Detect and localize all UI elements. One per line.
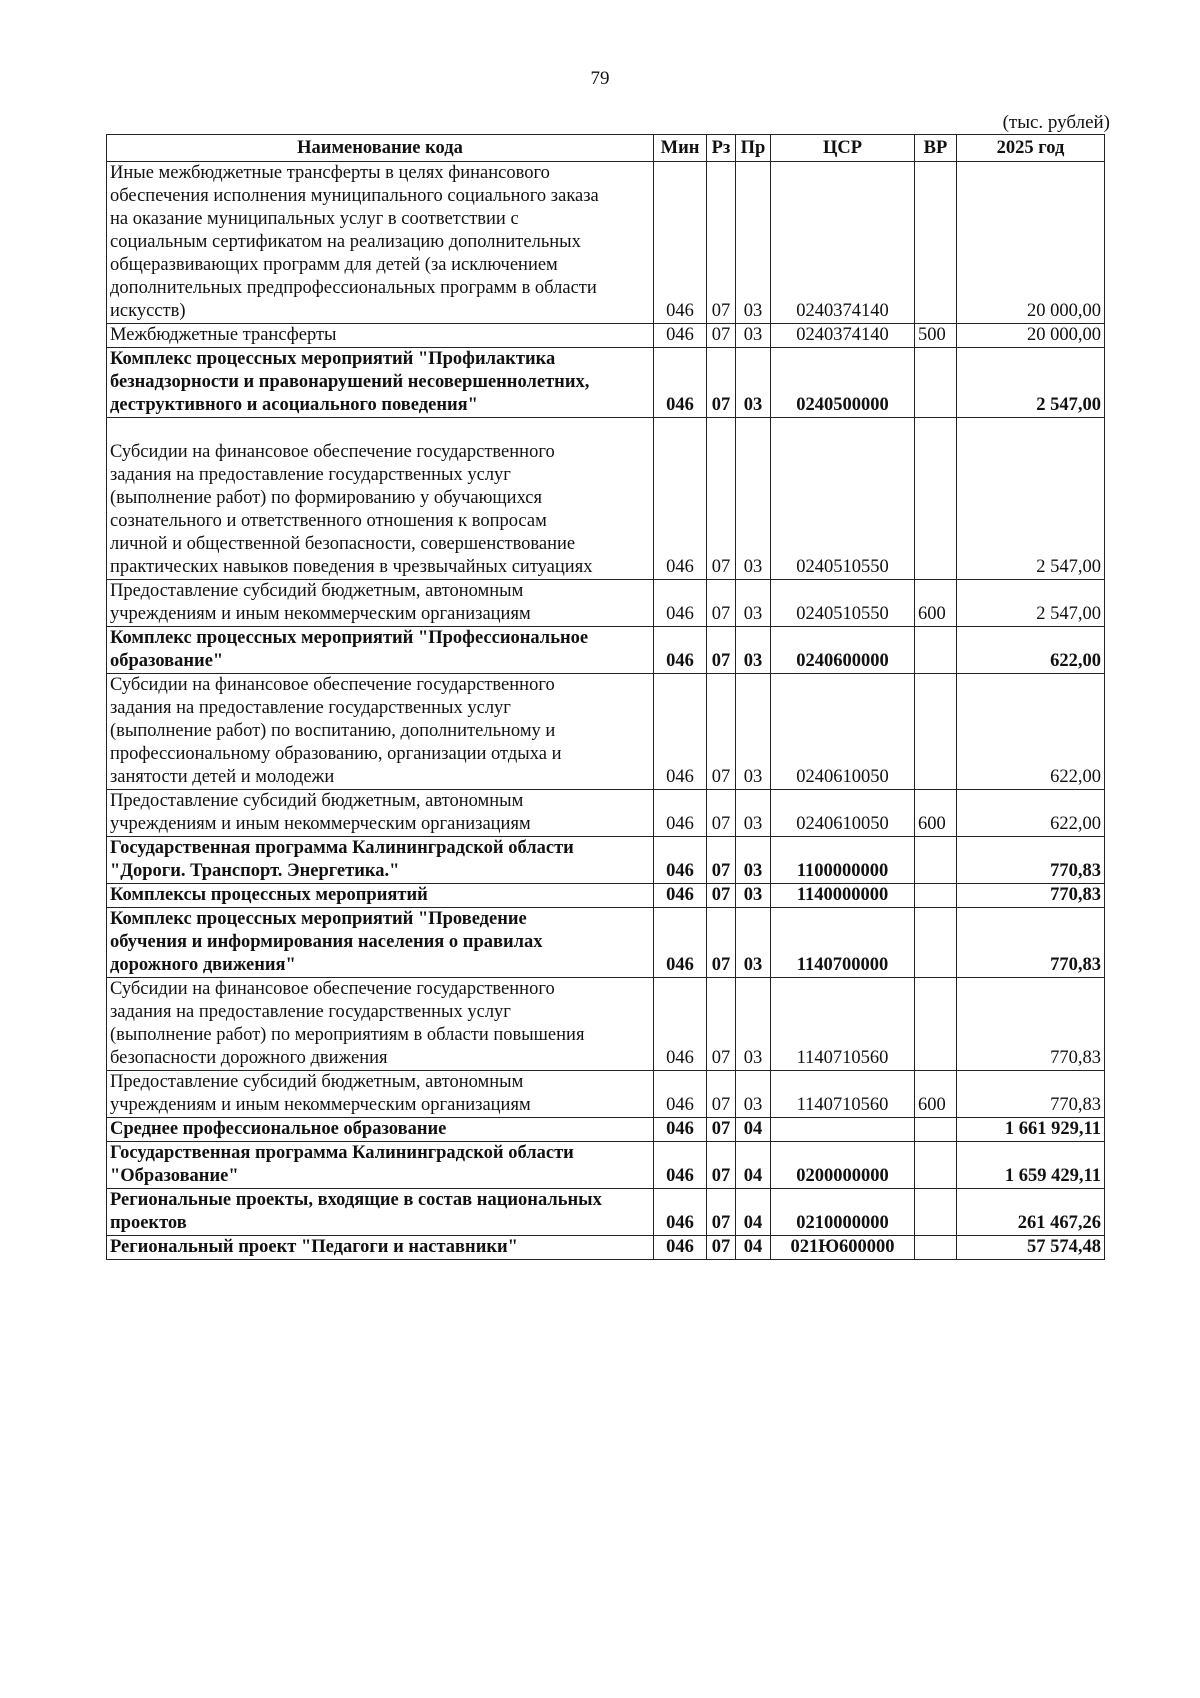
cell-pr: 03 xyxy=(736,627,771,674)
cell-csr: 0240510550 xyxy=(771,418,915,580)
cell-rz: 07 xyxy=(707,790,736,837)
cell-amount: 1 659 429,11 xyxy=(957,1142,1105,1189)
cell-min: 046 xyxy=(654,1236,707,1260)
cell-amount: 1 661 929,11 xyxy=(957,1118,1105,1142)
table-header-row xyxy=(107,135,1105,162)
table-row xyxy=(107,348,1105,418)
table-row xyxy=(107,790,1105,837)
cell-amount: 622,00 xyxy=(957,674,1105,790)
cell-rz: 07 xyxy=(707,908,736,978)
cell-min: 046 xyxy=(654,627,707,674)
cell-pr: 03 xyxy=(736,790,771,837)
header-year: 2025 год xyxy=(957,135,1105,162)
cell-rz: 07 xyxy=(707,1189,736,1236)
cell-min: 046 xyxy=(654,418,707,580)
table-row xyxy=(107,162,1105,324)
cell-amount: 20 000,00 xyxy=(957,162,1105,324)
table-row xyxy=(107,1236,1105,1260)
cell-vr: 600 xyxy=(915,790,957,837)
cell-min: 046 xyxy=(654,790,707,837)
cell-csr: 0200000000 xyxy=(771,1142,915,1189)
table-row xyxy=(107,884,1105,908)
cell-min: 046 xyxy=(654,348,707,418)
cell-min: 046 xyxy=(654,884,707,908)
table-row xyxy=(107,908,1105,978)
cell-pr: 04 xyxy=(736,1118,771,1142)
cell-vr xyxy=(915,978,957,1071)
cell-min: 046 xyxy=(654,837,707,884)
header-name: Наименование кода xyxy=(107,135,654,162)
cell-name: Комплекс процессных мероприятий "Профессиональное образование" xyxy=(107,627,654,674)
cell-name: Субсидии на финансовое обеспечение государственного задания на предоставление государственных услуг (выполнение работ) по мероприятиям в области повышения безопасности дорожного движения xyxy=(107,978,654,1071)
cell-amount: 770,83 xyxy=(957,908,1105,978)
cell-amount: 622,00 xyxy=(957,627,1105,674)
cell-amount: 57 574,48 xyxy=(957,1236,1105,1260)
cell-vr xyxy=(915,1142,957,1189)
cell-name: Государственная программа Калининградской области "Образование" xyxy=(107,1142,654,1189)
cell-min: 046 xyxy=(654,580,707,627)
cell-min: 046 xyxy=(654,1189,707,1236)
cell-pr: 03 xyxy=(736,674,771,790)
cell-name: Предоставление субсидий бюджетным, автономным учреждениям и иным некоммерческим организациям xyxy=(107,1071,654,1118)
cell-pr: 04 xyxy=(736,1236,771,1260)
cell-pr: 03 xyxy=(736,837,771,884)
cell-min: 046 xyxy=(654,674,707,790)
cell-rz: 07 xyxy=(707,674,736,790)
cell-csr: 0240600000 xyxy=(771,627,915,674)
cell-amount: 770,83 xyxy=(957,978,1105,1071)
cell-name: Предоставление субсидий бюджетным, автономным учреждениям и иным некоммерческим организациям xyxy=(107,580,654,627)
table-row xyxy=(107,978,1105,1071)
cell-name: Региональный проект "Педагоги и наставники" xyxy=(107,1236,654,1260)
cell-pr: 03 xyxy=(736,580,771,627)
cell-csr: 021Ю600000 xyxy=(771,1236,915,1260)
cell-csr: 0210000000 xyxy=(771,1189,915,1236)
header-rz: Рз xyxy=(707,135,736,162)
table-row xyxy=(107,1189,1105,1236)
cell-vr xyxy=(915,1118,957,1142)
cell-min: 046 xyxy=(654,1118,707,1142)
cell-rz: 07 xyxy=(707,162,736,324)
cell-rz: 07 xyxy=(707,580,736,627)
table-row xyxy=(107,1118,1105,1142)
cell-csr: 0240510550 xyxy=(771,580,915,627)
cell-min: 046 xyxy=(654,162,707,324)
cell-vr: 500 xyxy=(915,324,957,348)
table-row xyxy=(107,627,1105,674)
cell-vr xyxy=(915,1189,957,1236)
cell-amount: 20 000,00 xyxy=(957,324,1105,348)
cell-vr xyxy=(915,908,957,978)
cell-amount: 622,00 xyxy=(957,790,1105,837)
cell-name: Комплекс процессных мероприятий "Проведение обучения и информирования населения о правилах дорожного движения" xyxy=(107,908,654,978)
cell-name: Региональные проекты, входящие в состав национальных проектов xyxy=(107,1189,654,1236)
cell-min: 046 xyxy=(654,1142,707,1189)
table-row xyxy=(107,837,1105,884)
cell-amount: 770,83 xyxy=(957,837,1105,884)
cell-csr: 0240500000 xyxy=(771,348,915,418)
cell-rz: 07 xyxy=(707,837,736,884)
cell-vr xyxy=(915,162,957,324)
cell-rz: 07 xyxy=(707,1071,736,1118)
cell-csr: 0240610050 xyxy=(771,674,915,790)
cell-csr: 1100000000 xyxy=(771,837,915,884)
table-body xyxy=(107,162,1105,1260)
cell-name: Субсидии на финансовое обеспечение государственного задания на предоставление государственных услуг (выполнение работ) по формированию у обучающихся сознательного и ответственного отношения к вопросам личной и общественной безопасности, совершенствование практических навыков поведения в чрезвычайных ситуациях xyxy=(107,418,654,580)
cell-vr xyxy=(915,1236,957,1260)
table-row xyxy=(107,418,1105,580)
cell-vr xyxy=(915,348,957,418)
cell-min: 046 xyxy=(654,1071,707,1118)
cell-amount: 770,83 xyxy=(957,884,1105,908)
cell-vr xyxy=(915,837,957,884)
cell-min: 046 xyxy=(654,978,707,1071)
table-row xyxy=(107,1071,1105,1118)
cell-pr: 03 xyxy=(736,418,771,580)
cell-name: Государственная программа Калининградской области "Дороги. Транспорт. Энергетика." xyxy=(107,837,654,884)
cell-amount: 770,83 xyxy=(957,1071,1105,1118)
cell-vr: 600 xyxy=(915,580,957,627)
cell-rz: 07 xyxy=(707,324,736,348)
cell-csr: 0240374140 xyxy=(771,162,915,324)
cell-csr: 1140710560 xyxy=(771,1071,915,1118)
cell-csr: 0240374140 xyxy=(771,324,915,348)
budget-table xyxy=(106,134,1105,1260)
header-csr: ЦСР xyxy=(771,135,915,162)
cell-name: Комплекс процессных мероприятий "Профилактика безнадзорности и правонарушений несовершеннолетних, деструктивного и асоциального поведения" xyxy=(107,348,654,418)
cell-vr xyxy=(915,418,957,580)
cell-pr: 03 xyxy=(736,162,771,324)
cell-rz: 07 xyxy=(707,627,736,674)
header-vr: ВР xyxy=(915,135,957,162)
units-label: (тыс. рублей) xyxy=(1002,112,1110,133)
cell-name: Предоставление субсидий бюджетным, автономным учреждениям и иным некоммерческим организациям xyxy=(107,790,654,837)
cell-rz: 07 xyxy=(707,884,736,908)
cell-pr: 04 xyxy=(736,1189,771,1236)
cell-amount: 2 547,00 xyxy=(957,348,1105,418)
cell-rz: 07 xyxy=(707,348,736,418)
table-row xyxy=(107,324,1105,348)
cell-amount: 2 547,00 xyxy=(957,418,1105,580)
cell-rz: 07 xyxy=(707,978,736,1071)
cell-csr xyxy=(771,1118,915,1142)
cell-amount: 2 547,00 xyxy=(957,580,1105,627)
cell-csr: 1140000000 xyxy=(771,884,915,908)
table-row xyxy=(107,1142,1105,1189)
cell-name: Субсидии на финансовое обеспечение государственного задания на предоставление государственных услуг (выполнение работ) по воспитанию, дополнительному и профессиональному образованию, организации отдыха и занятости детей и молодежи xyxy=(107,674,654,790)
cell-pr: 03 xyxy=(736,884,771,908)
cell-pr: 03 xyxy=(736,908,771,978)
table-row xyxy=(107,674,1105,790)
cell-vr xyxy=(915,674,957,790)
cell-vr xyxy=(915,627,957,674)
cell-name: Среднее профессиональное образование xyxy=(107,1118,654,1142)
cell-name: Межбюджетные трансферты xyxy=(107,324,654,348)
cell-min: 046 xyxy=(654,324,707,348)
cell-pr: 03 xyxy=(736,348,771,418)
cell-name: Комплексы процессных мероприятий xyxy=(107,884,654,908)
cell-rz: 07 xyxy=(707,418,736,580)
cell-pr: 03 xyxy=(736,324,771,348)
cell-vr: 600 xyxy=(915,1071,957,1118)
cell-rz: 07 xyxy=(707,1118,736,1142)
cell-name: Иные межбюджетные трансферты в целях финансового обеспечения исполнения муниципального социального заказа на оказание муниципальных услуг в соответствии с социальным сертификатом на реализацию дополнительных общеразвивающих программ для детей (за исключением дополнительных предпрофессиональных программ в области искусств) xyxy=(107,162,654,324)
cell-pr: 03 xyxy=(736,1071,771,1118)
cell-vr xyxy=(915,884,957,908)
cell-pr: 03 xyxy=(736,978,771,1071)
cell-rz: 07 xyxy=(707,1142,736,1189)
cell-csr: 0240610050 xyxy=(771,790,915,837)
table-row xyxy=(107,580,1105,627)
cell-amount: 261 467,26 xyxy=(957,1189,1105,1236)
header-min: Мин xyxy=(654,135,707,162)
header-pr: Пр xyxy=(736,135,771,162)
cell-pr: 04 xyxy=(736,1142,771,1189)
cell-csr: 1140710560 xyxy=(771,978,915,1071)
cell-min: 046 xyxy=(654,908,707,978)
cell-rz: 07 xyxy=(707,1236,736,1260)
cell-csr: 1140700000 xyxy=(771,908,915,978)
page-number: 79 xyxy=(590,68,610,89)
